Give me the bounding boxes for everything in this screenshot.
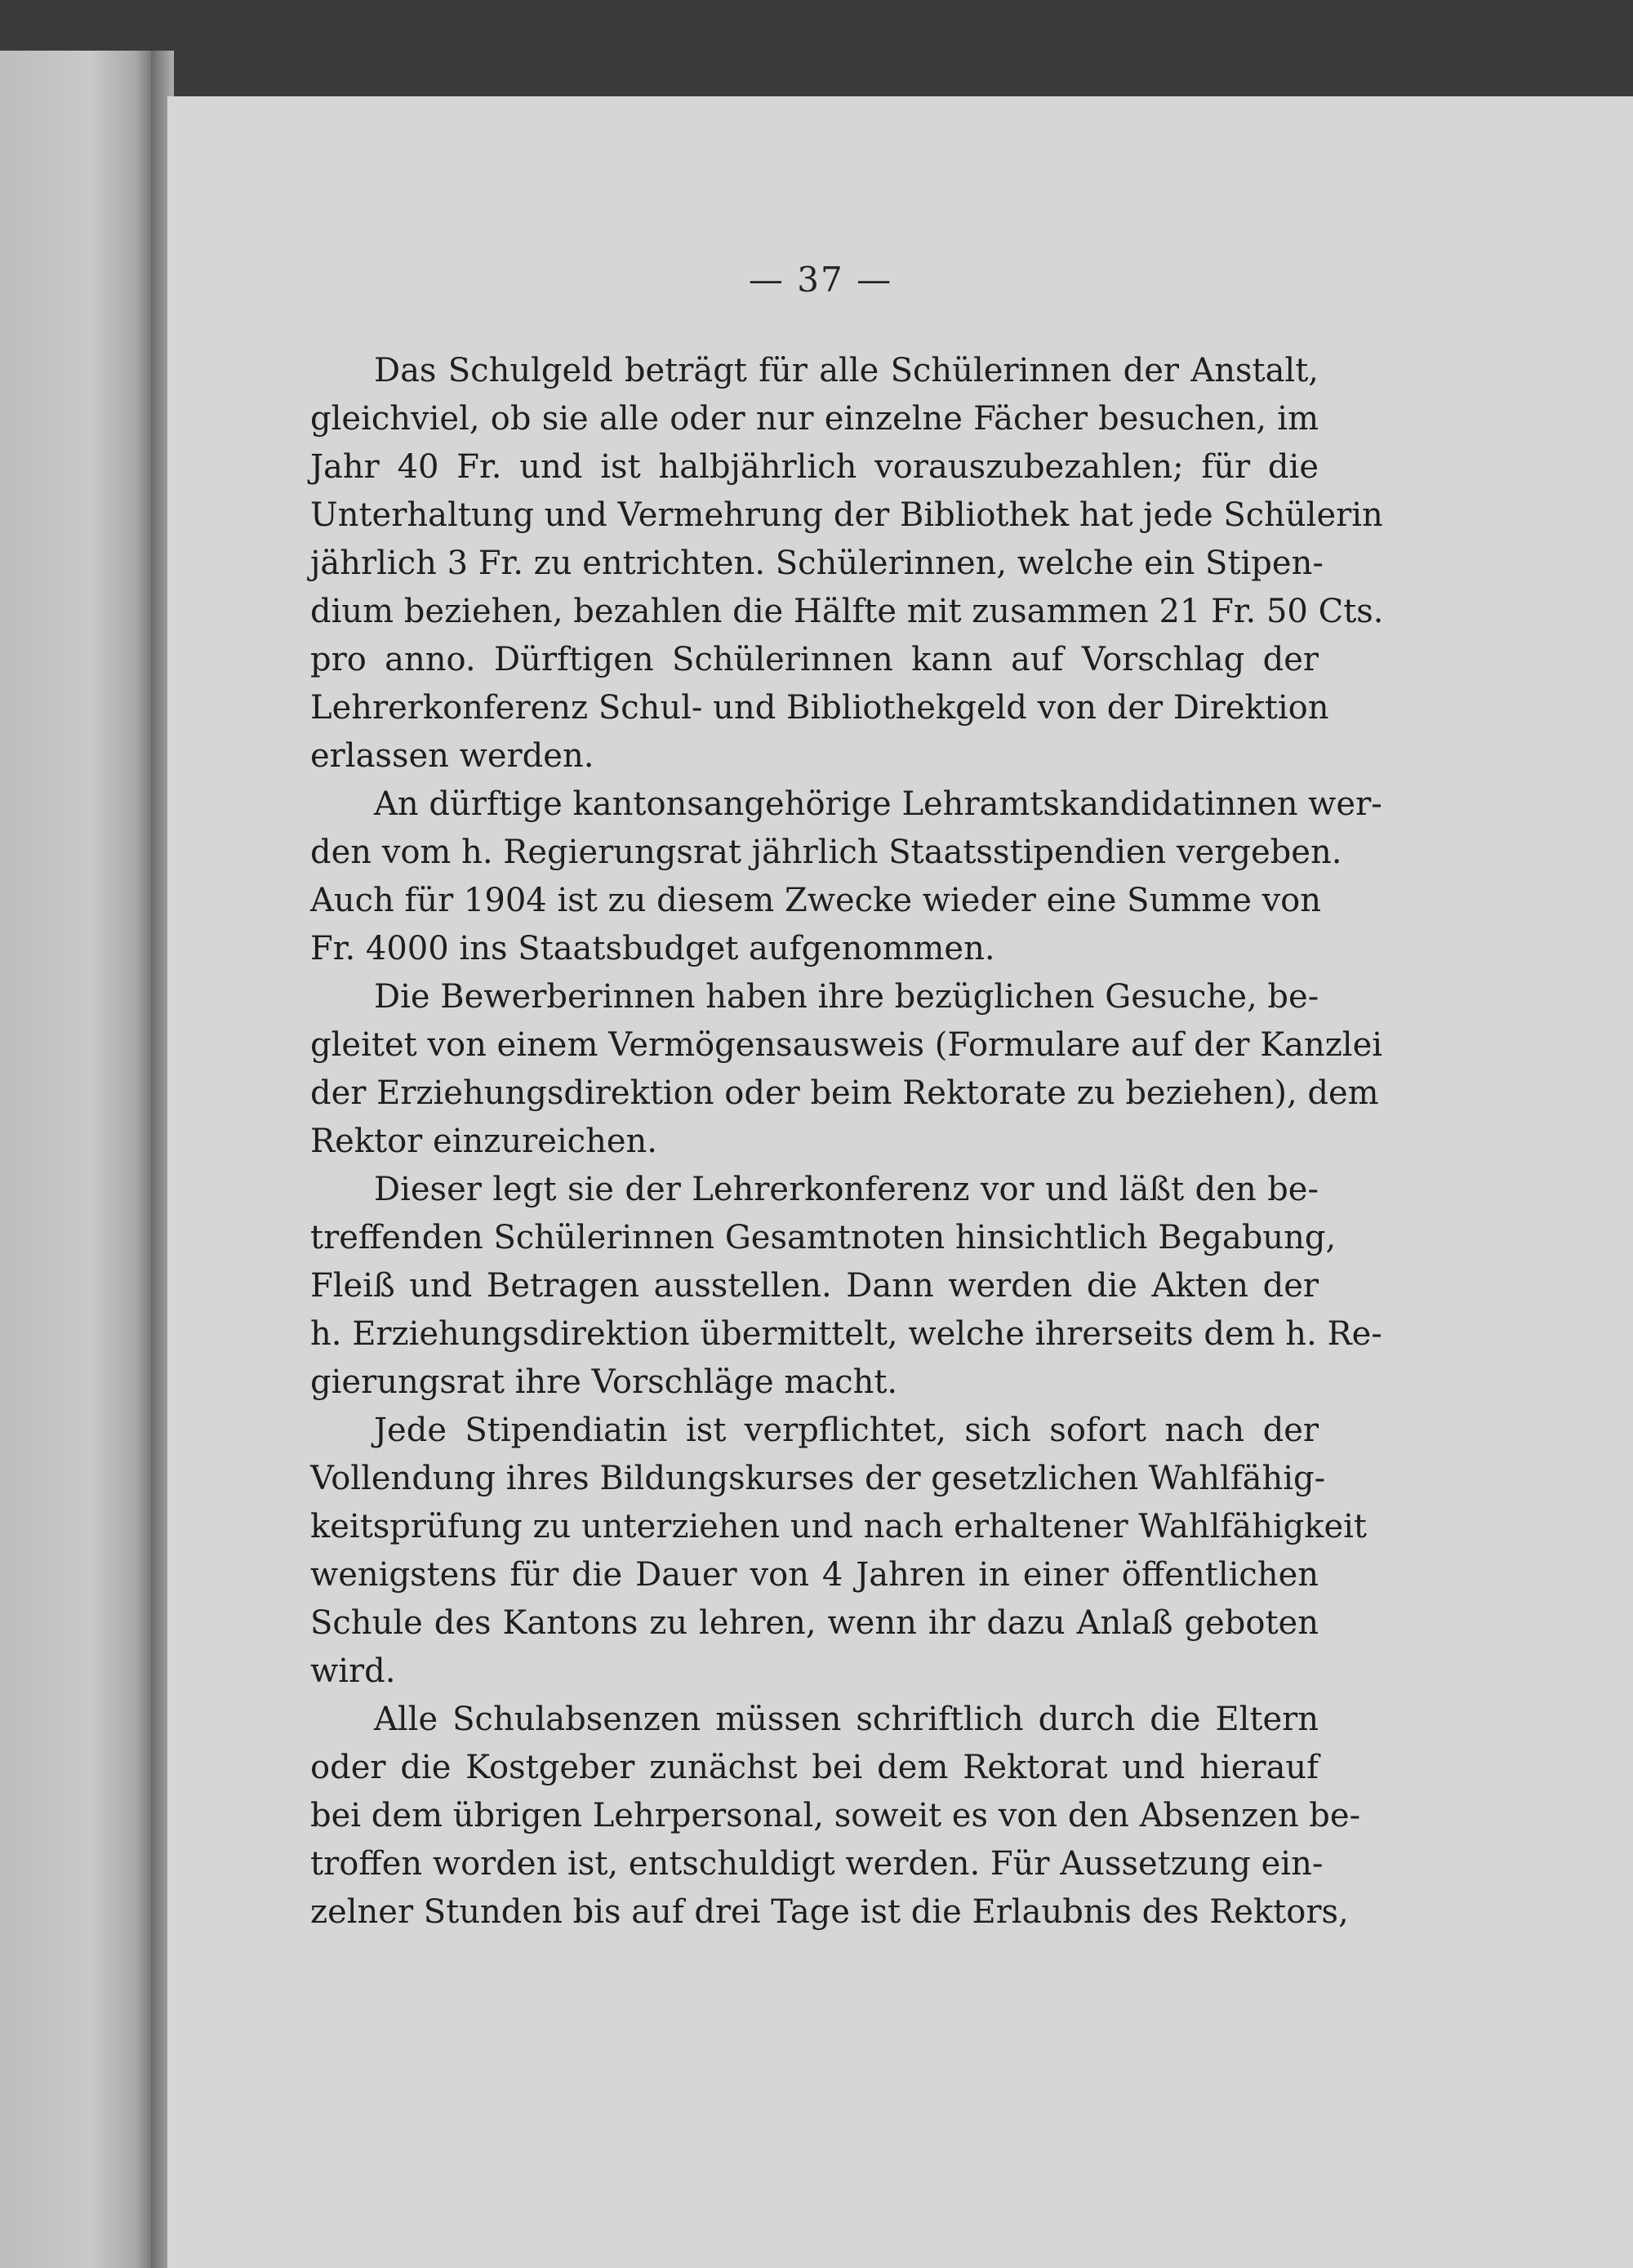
page-number: — 37 — [748, 260, 893, 300]
text-line: jährlich 3 Fr. zu entrichten. Schülerinnen, welche ein Stipen- [310, 545, 1324, 582]
text-line: pro anno. Dürftigen Schülerinnen kann auf Vorschlag der [310, 641, 1319, 678]
text-line: Fleiß und Betragen ausstellen. Dann werden die Akten der [310, 1267, 1319, 1305]
text-line: den vom h. Regierungsrat jährlich Staatsstipendien vergeben. [310, 834, 1342, 871]
text-line: keitsprüfung zu unterziehen und nach erhaltener Wahlfähigkeit [310, 1508, 1368, 1545]
text-line: An dürftige kantonsangehörige Lehramtskandidatinnen wer- [374, 785, 1382, 823]
text-line: Schule des Kantons zu lehren, wenn ihr dazu Anlaß geboten [310, 1604, 1319, 1642]
text-line: wenigstens für die Dauer von 4 Jahren in einer öffentlichen [310, 1556, 1319, 1594]
text-line: oder die Kostgeber zunächst bei dem Rektorat und hierauf [310, 1749, 1319, 1786]
paragraph [310, 1166, 1382, 1407]
text-line: Jede Stipendiatin ist verpflichtet, sich sofort nach der [374, 1412, 1319, 1449]
text-line: Die Bewerberinnen haben ihre bezüglichen Gesuche, be- [374, 978, 1319, 1016]
text-line: bei dem übrigen Lehrpersonal, soweit es von den Absenzen be- [310, 1797, 1361, 1834]
text-line: Vollendung ihres Bildungskurses der gesetzlichen Wahlfähig- [310, 1460, 1326, 1497]
text-line: treffenden Schülerinnen Gesamtnoten hinsichtlich Begabung, [310, 1219, 1337, 1256]
left-page-edge [0, 51, 151, 2268]
text-line: erlassen werden. [310, 737, 594, 775]
body-text [310, 347, 1384, 1937]
text-line: Auch für 1904 ist zu diesem Zwecke wieder eine Summe von [310, 882, 1322, 919]
paragraph [310, 780, 1382, 973]
text-line: der Erziehungsdirektion oder beim Rektorate zu beziehen), dem [310, 1074, 1379, 1112]
text-line: Dieser legt sie der Lehrerkonferenz vor und läßt den be- [374, 1171, 1319, 1208]
paragraph [310, 347, 1384, 780]
paragraph [310, 1407, 1368, 1696]
text-line: gleichviel, ob sie alle oder nur einzelne Fächer besuchen, im [310, 400, 1319, 438]
text-line: Fr. 4000 ins Staatsbudget aufgenommen. [310, 930, 995, 967]
paragraph [310, 973, 1383, 1166]
paragraph [310, 1696, 1361, 1937]
text-line: Unterhaltung und Vermehrung der Bibliothek hat jede Schülerin [310, 496, 1383, 534]
text-line: gleitet von einem Vermögensausweis (Formulare auf der Kanzlei [310, 1026, 1383, 1064]
text-line: Rektor einzureichen. [310, 1123, 657, 1160]
text-line: Jahr 40 Fr. und ist halbjährlich vorauszubezahlen; für die [310, 448, 1319, 486]
text-line: wird. [310, 1652, 396, 1690]
text-line: gierungsrat ihre Vorschläge macht. [310, 1363, 898, 1401]
text-line: Das Schulgeld beträgt für alle Schülerinnen der Anstalt, [374, 352, 1319, 389]
text-line: Lehrerkonferenz Schul- und Bibliothekgeld von der Direktion [310, 689, 1329, 727]
text-line: dium beziehen, bezahlen die Hälfte mit zusammen 21 Fr. 50 Cts. [310, 593, 1384, 630]
text-line: h. Erziehungsdirektion übermittelt, welche ihrerseits dem h. Re- [310, 1315, 1382, 1353]
text-line: Alle Schulabsenzen müssen schriftlich durch die Eltern [374, 1701, 1319, 1738]
text-line: zelner Stunden bis auf drei Tage ist die Erlaubnis des Rektors, [310, 1893, 1349, 1931]
text-line: troffen worden ist, entschuldigt werden. Für Aussetzung ein- [310, 1845, 1324, 1883]
